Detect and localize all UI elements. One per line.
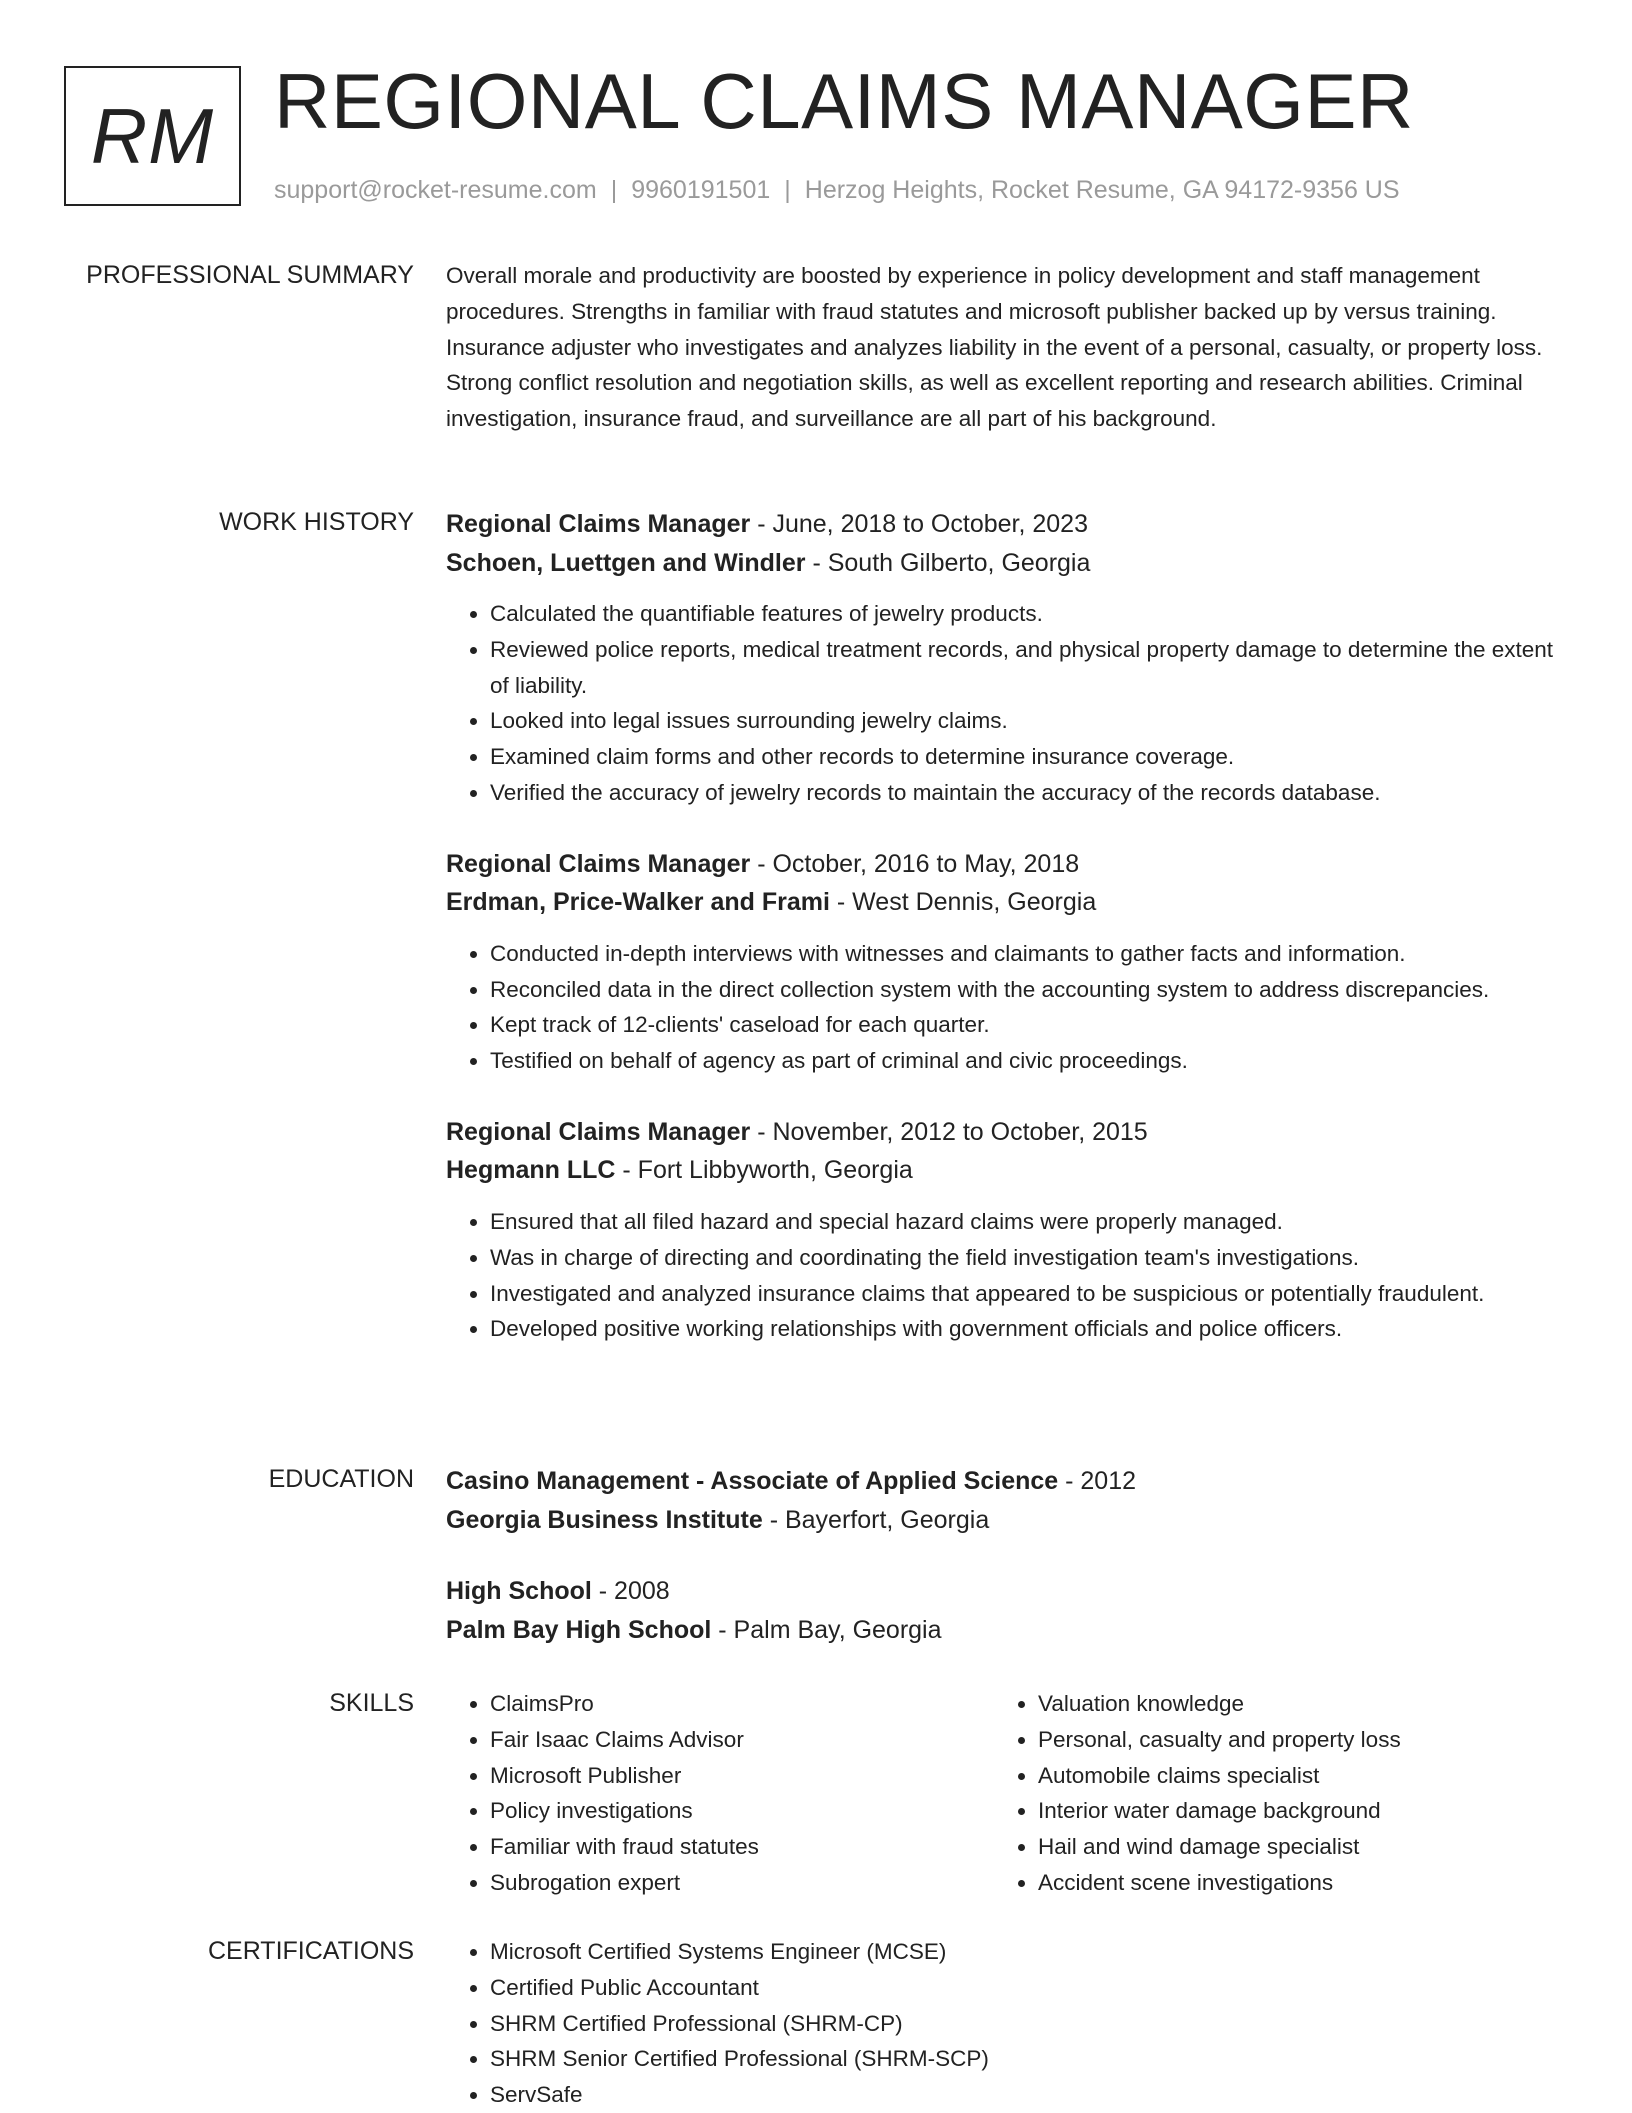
skill-item: • Hail and wind damage specialist (1038, 1829, 1542, 1865)
school-line (446, 1501, 1566, 1540)
skill-item: • Policy investigations (490, 1793, 994, 1829)
job-bullet: • Testified on behalf of agency as part of criminal and civic proceedings. (490, 1043, 1566, 1079)
job-location: - West Dennis, Georgia (829, 888, 1097, 917)
job-company-line (446, 883, 1566, 922)
skills-heading: SKILLS (329, 1689, 414, 1717)
monogram-logo (64, 66, 241, 206)
degree-line (446, 1462, 1566, 1501)
school-name: Palm Bay High School (446, 1615, 712, 1644)
job-company-line (446, 544, 1566, 583)
education-heading: EDUCATION (268, 1465, 414, 1493)
certifications-body (446, 1934, 1566, 2113)
contact-phone[interactable]: 9960191501 (631, 176, 771, 204)
contact-address: Herzog Heights, Rocket Resume, GA 94172-9356 US (804, 176, 1400, 204)
job-company: Hegmann LLC (446, 1156, 616, 1185)
job-dates: - November, 2012 to October, 2015 (750, 1117, 1148, 1146)
skills-list-left (446, 1686, 994, 1901)
skill-item: • Accident scene investigations (1038, 1865, 1542, 1901)
school-line (446, 1611, 1566, 1650)
job-company: Erdman, Price-Walker and Frami (446, 888, 830, 917)
job-company: Schoen, Luettgen and Windler (446, 548, 806, 577)
job-location: - South Gilberto, Georgia (805, 548, 1091, 577)
skill-item: • Automobile claims specialist (1038, 1758, 1542, 1794)
job-dates: - June, 2018 to October, 2023 (750, 510, 1088, 538)
job-bullets (446, 596, 1566, 811)
job-entry (446, 505, 1566, 811)
skill-item: • Microsoft Publisher (490, 1758, 994, 1794)
certification-item: • SHRM Senior Certified Professional (SHRM-SCP) (490, 2041, 1566, 2077)
contact-line (274, 174, 1400, 206)
job-title-line (446, 505, 1566, 544)
job-bullet: • Conducted in-depth interviews with witnesses and claimants to gather facts and information. (490, 936, 1566, 972)
certification-item: • Microsoft Certified Systems Engineer (MCSE) (490, 1934, 1566, 1970)
skill-item: • Interior water damage background (1038, 1793, 1542, 1829)
job-bullet: • Kept track of 12-clients' caseload for each quarter. (490, 1007, 1566, 1043)
skill-item: • Familiar with fraud statutes (490, 1829, 994, 1865)
job-bullet: • Examined claim forms and other records to determine insurance coverage. (490, 739, 1566, 775)
job-bullet: • Looked into legal issues surrounding jewelry claims. (490, 703, 1566, 739)
contact-email[interactable]: support@rocket-resume.com (274, 176, 597, 204)
work-history-body (446, 505, 1566, 1381)
job-bullets (446, 936, 1566, 1079)
contact-separator: | (784, 176, 791, 204)
certification-item: • SHRM Certified Professional (SHRM-CP) (490, 2006, 1566, 2042)
resume-title: REGIONAL CLAIMS MANAGER (274, 57, 1414, 145)
job-bullet: • Was in charge of directing and coordinating the field investigation team's investigations. (490, 1240, 1566, 1276)
skill-item: • Personal, casualty and property loss (1038, 1722, 1542, 1758)
degree-year: - 2008 (591, 1577, 670, 1605)
skill-item: • ClaimsPro (490, 1686, 994, 1722)
job-bullet: • Calculated the quantifiable features of jewelry products. (490, 596, 1566, 632)
summary-text: Overall morale and productivity are boosted by experience in policy development and staff management procedures. Strengths in familiar with fraud statutes and microsoft publisher backed up by versus training. Insurance adjuster who investigates and analyzes liability in the event of a personal, casualty, or property loss. Strong conflict resolution and negotiation skills, as well as excellent reporting and research abilities. Criminal investigation, insurance fraud, and surveillance are all part of his background. (446, 263, 1543, 432)
summary-heading: PROFESSIONAL SUMMARY (86, 261, 414, 289)
job-entry (446, 1113, 1566, 1347)
education-entry (446, 1572, 1566, 1649)
work-history-heading: WORK HISTORY (219, 508, 414, 536)
contact-separator: | (610, 176, 618, 204)
certification-item: • Certified Public Accountant (490, 1970, 1566, 2006)
degree-name: Casino Management - Associate of Applied Science (446, 1467, 1059, 1495)
job-bullets (446, 1204, 1566, 1347)
job-location: - Fort Libbyworth, Georgia (615, 1156, 913, 1185)
job-bullet: • Verified the accuracy of jewelry records to maintain the accuracy of the records database. (490, 775, 1566, 811)
certifications-heading: CERTIFICATIONS (207, 1937, 414, 1965)
job-title: Regional Claims Manager (446, 849, 751, 878)
job-bullet: • Ensured that all filed hazard and special hazard claims were properly managed. (490, 1204, 1566, 1240)
school-location: - Palm Bay, Georgia (711, 1615, 942, 1644)
job-title-line (446, 845, 1566, 884)
certifications-list (446, 1934, 1566, 2113)
summary-body (446, 258, 1566, 437)
job-title-line (446, 1113, 1566, 1152)
skills-body (446, 1686, 1566, 1901)
education-body (446, 1462, 1566, 1682)
degree-year: - 2012 (1058, 1467, 1137, 1495)
certification-item: • ServSafe (490, 2077, 1566, 2113)
monogram-text: RM (90, 91, 215, 180)
job-bullet: • Investigated and analyzed insurance claims that appeared to be suspicious or potentially fraudulent. (490, 1276, 1566, 1312)
degree-line (446, 1572, 1566, 1611)
skill-item: • Fair Isaac Claims Advisor (490, 1722, 994, 1758)
job-title: Regional Claims Manager (446, 510, 751, 538)
skill-item: • Subrogation expert (490, 1865, 994, 1901)
skills-columns (446, 1686, 1566, 1901)
job-bullet: • Developed positive working relationships with government officials and police officers. (490, 1311, 1566, 1347)
job-entry (446, 845, 1566, 1079)
skill-item: • Valuation knowledge (1038, 1686, 1542, 1722)
job-title: Regional Claims Manager (446, 1117, 751, 1146)
job-dates: - October, 2016 to May, 2018 (750, 849, 1080, 878)
school-name: Georgia Business Institute (446, 1505, 763, 1534)
degree-name: High School (446, 1577, 592, 1605)
job-company-line (446, 1151, 1566, 1190)
job-bullet: • Reviewed police reports, medical treatment records, and physical property damage to determine the extent of liability. (490, 632, 1566, 704)
school-location: - Bayerfort, Georgia (762, 1505, 990, 1534)
job-bullet: • Reconciled data in the direct collection system with the accounting system to address discrepancies. (490, 972, 1566, 1008)
education-entry (446, 1462, 1566, 1539)
skills-list-right (994, 1686, 1542, 1901)
